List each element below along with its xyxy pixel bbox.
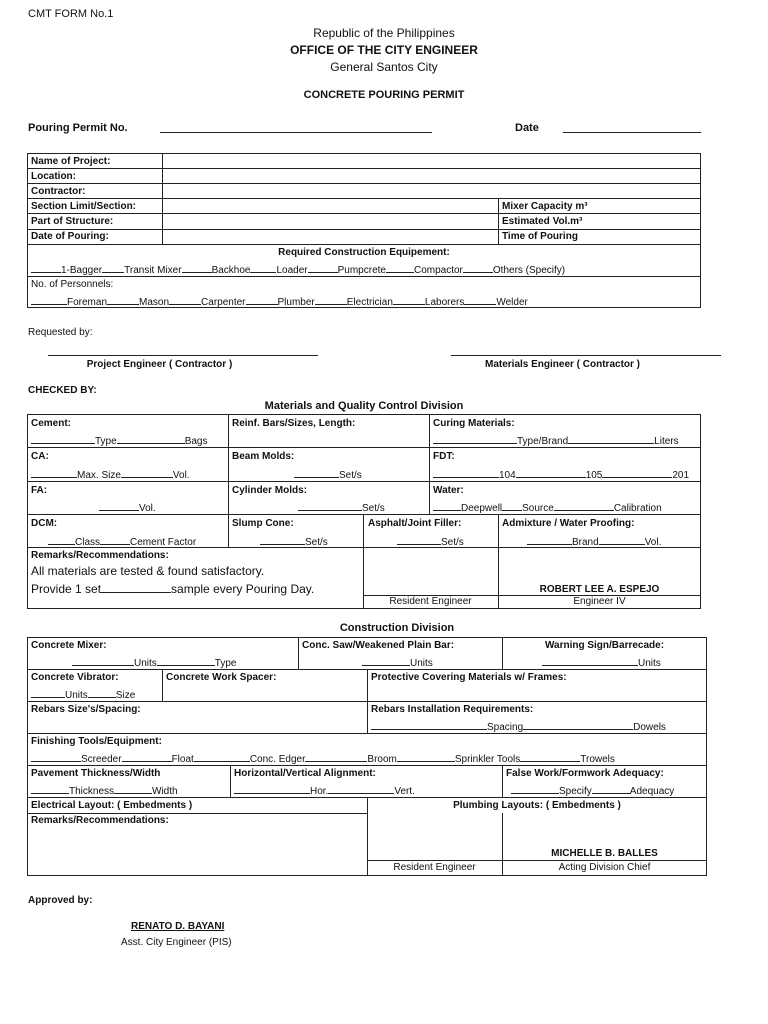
curing-label: Curing Materials: [433,418,515,429]
falsework-label: False Work/Formwork Adequacy: [506,768,664,779]
personnel-row: Foreman Mason Carpenter Plumber Electrician Laborers Welder [31,295,528,309]
asphalt-fields: Set/s [397,535,464,549]
equipment-row: 1-Bagger Transit Mixer Backhoe Loader Pumpcrete Compactor Others (Specify) [31,263,565,277]
estimated-volume-label: Estimated Vol.m³ [502,216,583,227]
alignment-label: Horizontal/Vertical Alignment: [234,768,376,779]
cylinder-molds-label: Cylinder Molds: [232,485,308,496]
office-heading: OFFICE OF THE CITY ENGINEER [290,43,478,57]
falsework-fields: Specify Adequacy [511,784,674,798]
water-label: Water: [433,485,464,496]
mixer-capacity-label: Mixer Capacity m³ [502,201,588,212]
mqc-signatory-title: Engineer IV [573,596,626,607]
beam-molds-fields: Set/s [294,468,362,482]
permit-no-label: Pouring Permit No. [28,122,128,134]
permit-no-field[interactable] [160,132,432,133]
conc-saw-label: Conc. Saw/Weakened Plain Bar: [302,640,455,651]
warning-sign-fields: Units [542,656,661,670]
checked-by-label: CHECKED BY: [28,385,97,396]
construction-resident-engineer: Resident Engineer [393,862,476,873]
personnel-label: No. of Personnels: [31,279,114,290]
construction-remarks-label: Remarks/Recommendations: [31,815,169,826]
ca-fields: Max. Size Vol. [31,468,190,482]
ca-label: CA: [31,451,49,462]
warning-sign-label: Warning Sign/Barrecade: [544,640,665,651]
approved-by-label: Approved by: [28,895,93,906]
alignment-fields: Hor. Vert. [234,784,415,798]
conc-saw-fields: Units [362,656,433,670]
construction-title: Construction Division [339,622,455,634]
approver-name: RENATO D. BAYANI [131,921,225,932]
curing-fields: Type/Brand Liters [433,434,679,448]
section-label: Section Limit/Section: [31,201,137,212]
dcm-fields: Class Cement Factor [48,535,196,549]
project-name-label: Name of Project: [31,156,111,167]
pavement-label: Pavement Thickness/Width [31,768,161,779]
concrete-mixer-fields: Units Type [72,656,236,670]
mqc-remarks-label: Remarks/Recommendations: [31,550,169,561]
concrete-vibrator-label: Concrete Vibrator: [31,672,119,683]
dcm-label: DCM: [31,518,58,529]
mqc-signatory-name: ROBERT LEE A. ESPEJO [539,584,660,595]
concrete-mixer-label: Concrete Mixer: [31,640,107,651]
pouring-time-label: Time of Pouring [502,231,578,242]
protective-covering-label: Protective Covering Materials w/ Frames: [371,672,567,683]
rebars-installation-label: Rebars Installation Requirements: [371,704,534,715]
fdt-fields: 104 105 201 [433,468,689,482]
mqc-remarks-line1: All materials are tested & found satisfactory. [31,564,265,578]
form-number: CMT FORM No.1 [28,8,114,20]
date-field[interactable] [563,132,701,133]
project-engineer-signature[interactable] [48,355,318,356]
mqc-resident-engineer: Resident Engineer [389,596,472,607]
materials-engineer-signature[interactable] [451,355,721,356]
contractor-label: Contractor: [31,186,86,197]
equipment-title: Required Construction Equipement: [278,247,450,258]
mqc-title: Materials and Quality Control Division [264,400,464,412]
city-heading: General Santos City [330,60,438,74]
fa-fields: Vol. [99,501,156,515]
pavement-fields: Thickness Width [31,784,178,798]
concrete-vibrator-fields: Units Size [31,688,135,702]
plumbing-layout-label: Plumbing Layouts: ( Embedments ) [453,800,621,811]
materials-engineer-label: Materials Engineer ( Contractor ) [484,359,641,370]
rebars-spacing-label: Rebars Size's/Spacing: [31,704,141,715]
reinf-bars-label: Reinf. Bars/Sizes, Length: [232,418,356,429]
page-title: CONCRETE POURING PERMIT [303,89,465,101]
project-engineer-label: Project Engineer ( Contractor ) [86,359,233,370]
finishing-tools-fields: Screeder Float Conc. Edger Broom Sprinkler Tools Trowels [31,752,615,766]
date-label: Date [515,122,539,134]
admixture-fields: Brand Vol. [527,535,661,549]
construction-signatory-name: MICHELLE B. BALLES [551,848,658,859]
fdt-label: FDT: [433,451,455,462]
cement-fields: Type Bags [31,434,207,448]
finishing-tools-label: Finishing Tools/Equipment: [31,736,162,747]
electrical-layout-label: Electrical Layout: ( Embedments ) [31,800,193,811]
location-label: Location: [31,171,76,182]
slump-cone-label: Slump Cone: [232,518,294,529]
project-table [27,153,701,308]
republic-heading: Republic of the Philippines [313,26,455,40]
cement-label: Cement: [31,418,72,429]
admixture-label: Admixture / Water Proofing: [502,518,635,529]
mqc-remarks-line2: Provide 1 set sample every Pouring Day. [31,582,315,596]
requested-by-label: Requested by: [28,327,93,338]
fa-label: FA: [31,485,48,496]
rebars-installation-fields: Spacing Dowels [371,720,666,734]
work-spacer-label: Concrete Work Spacer: [166,672,277,683]
pouring-date-label: Date of Pouring: [31,231,109,242]
asphalt-label: Asphalt/Joint Filler: [368,518,462,529]
approver-title: Asst. City Engineer (PIS) [121,937,232,948]
beam-molds-label: Beam Molds: [232,451,295,462]
cylinder-molds-fields: Set/s [298,501,385,515]
slump-cone-fields: Set/s [260,535,328,549]
part-label: Part of Structure: [31,216,114,227]
construction-signatory-title: Acting Division Chief [558,862,651,873]
water-fields: Deepwell Source Calibration [433,501,662,515]
